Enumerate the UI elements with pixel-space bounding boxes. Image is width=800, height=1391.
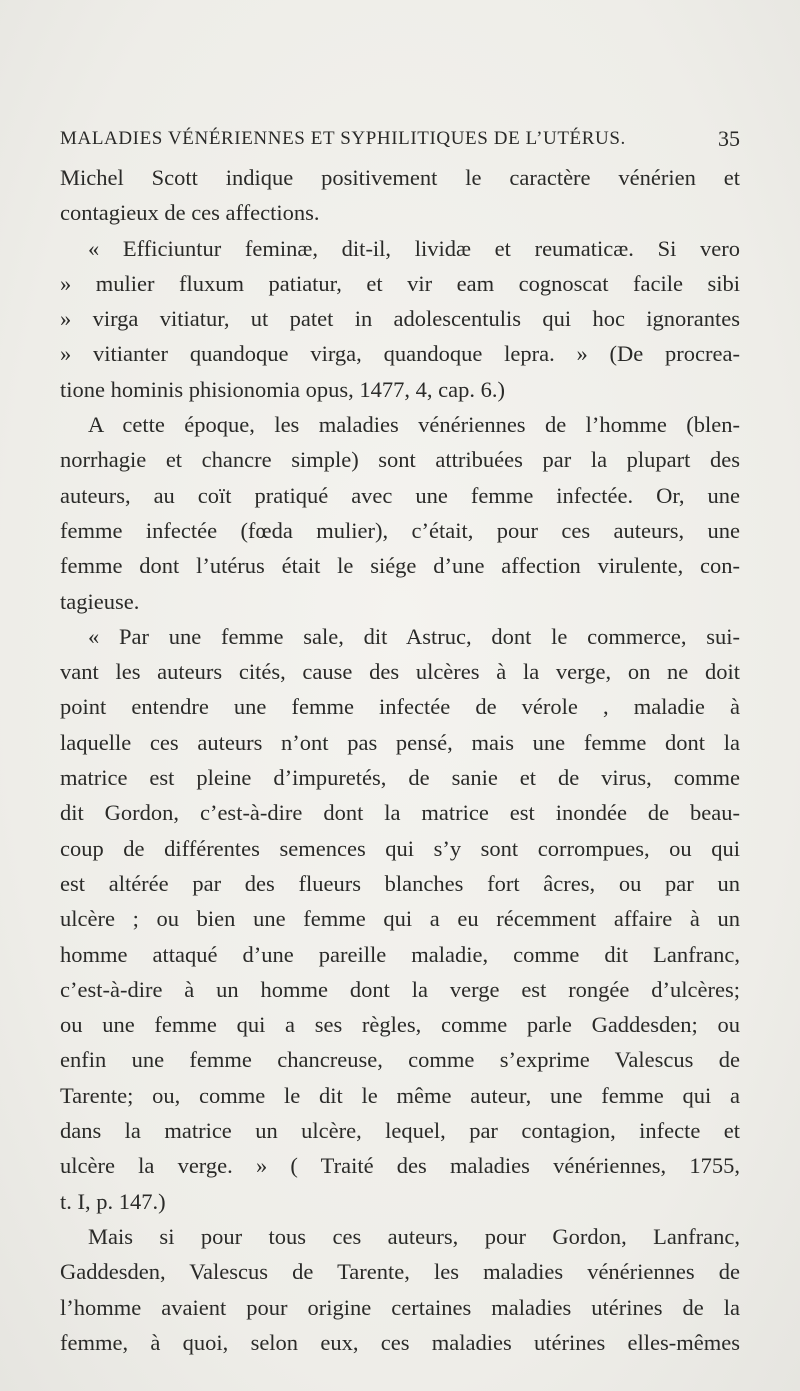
text-line: coup de différentes semences qui s’y sont corrompues, ou qui <box>60 835 740 861</box>
text-line: l’homme avaient pour origine certaines maladies utérines de la <box>60 1294 740 1320</box>
text-line: A cette époque, les maladies vénériennes de l’homme (blen- <box>88 412 740 438</box>
text-line: matrice est pleine d’impuretés, de sanie et de virus, comme <box>60 765 740 791</box>
text-line: Gaddesden, Valescus de Tarente, les maladies vénériennes de <box>60 1259 740 1285</box>
running-head: MALADIES VÉNÉRIENNES ET SYPHILITIQUES DE L’UTÉRUS. <box>60 128 626 149</box>
text-line: « Efficiuntur feminæ, dit-il, lividæ et reumaticæ. Si vero <box>88 235 740 261</box>
text-line: » virga vitiatur, ut patet in adolescentulis qui hoc ignorantes <box>60 306 740 332</box>
text-line: ulcère la verge. » ( Traité des maladies vénériennes, 1755, <box>60 1153 740 1179</box>
text-line: vant les auteurs cités, cause des ulcères à la verge, on ne doit <box>60 659 740 685</box>
page-header <box>60 128 740 160</box>
text-line: point entendre une femme infectée de vérole , maladie à <box>60 694 740 720</box>
text-line: ou une femme qui a ses règles, comme parle Gaddesden; ou <box>60 1012 740 1038</box>
text-line: t. I, p. 147.) <box>60 1188 166 1214</box>
text-line: contagieux de ces affections. <box>60 200 320 226</box>
text-line: Michel Scott indique positivement le caractère vénérien et <box>60 165 740 190</box>
body-text <box>60 160 740 1360</box>
text-line: femme dont l’utérus était le siége d’une affection virulente, con- <box>60 553 740 579</box>
text-line: dit Gordon, c’est-à-dire dont la matrice est inondée de beau- <box>60 800 740 826</box>
text-line: auteurs, au coït pratiqué avec une femme infectée. Or, une <box>60 482 740 508</box>
text-line: » mulier fluxum patiatur, et vir eam cognoscat facile sibi <box>60 270 740 296</box>
text-line: enfin une femme chancreuse, comme s’exprime Valescus de <box>60 1047 740 1073</box>
text-line: » vitianter quandoque virga, quandoque lepra. » (De procrea- <box>60 341 740 367</box>
text-line: femme, à quoi, selon eux, ces maladies utérines elles-mêmes <box>60 1329 740 1355</box>
text-line: laquelle ces auteurs n’ont pas pensé, mais une femme dont la <box>60 729 740 755</box>
text-line: femme infectée (fœda mulier), c’était, pour ces auteurs, une <box>60 517 740 543</box>
text-line: Tarente; ou, comme le dit le même auteur, une femme qui a <box>60 1082 740 1108</box>
text-line: dans la matrice un ulcère, lequel, par contagion, infecte et <box>60 1118 740 1144</box>
text-line: est altérée par des flueurs blanches fort âcres, ou par un <box>60 870 740 896</box>
text-line: homme attaqué d’une pareille maladie, comme dit Lanfranc, <box>60 941 740 967</box>
text-line: « Par une femme sale, dit Astruc, dont le commerce, sui- <box>88 623 740 649</box>
text-line: Mais si pour tous ces auteurs, pour Gordon, Lanfranc, <box>88 1223 740 1249</box>
page-number: 35 <box>718 126 740 151</box>
text-line: tione hominis phisionomia opus, 1477, 4, cap. 6.) <box>60 376 505 402</box>
text-line: ulcère ; ou bien une femme qui a eu récemment affaire à un <box>60 906 740 932</box>
text-line: c’est-à-dire à un homme dont la verge est rongée d’ulcères; <box>60 976 740 1002</box>
text-line: norrhagie et chancre simple) sont attribuées par la plupart des <box>60 447 740 473</box>
text-line: tagieuse. <box>60 588 140 614</box>
